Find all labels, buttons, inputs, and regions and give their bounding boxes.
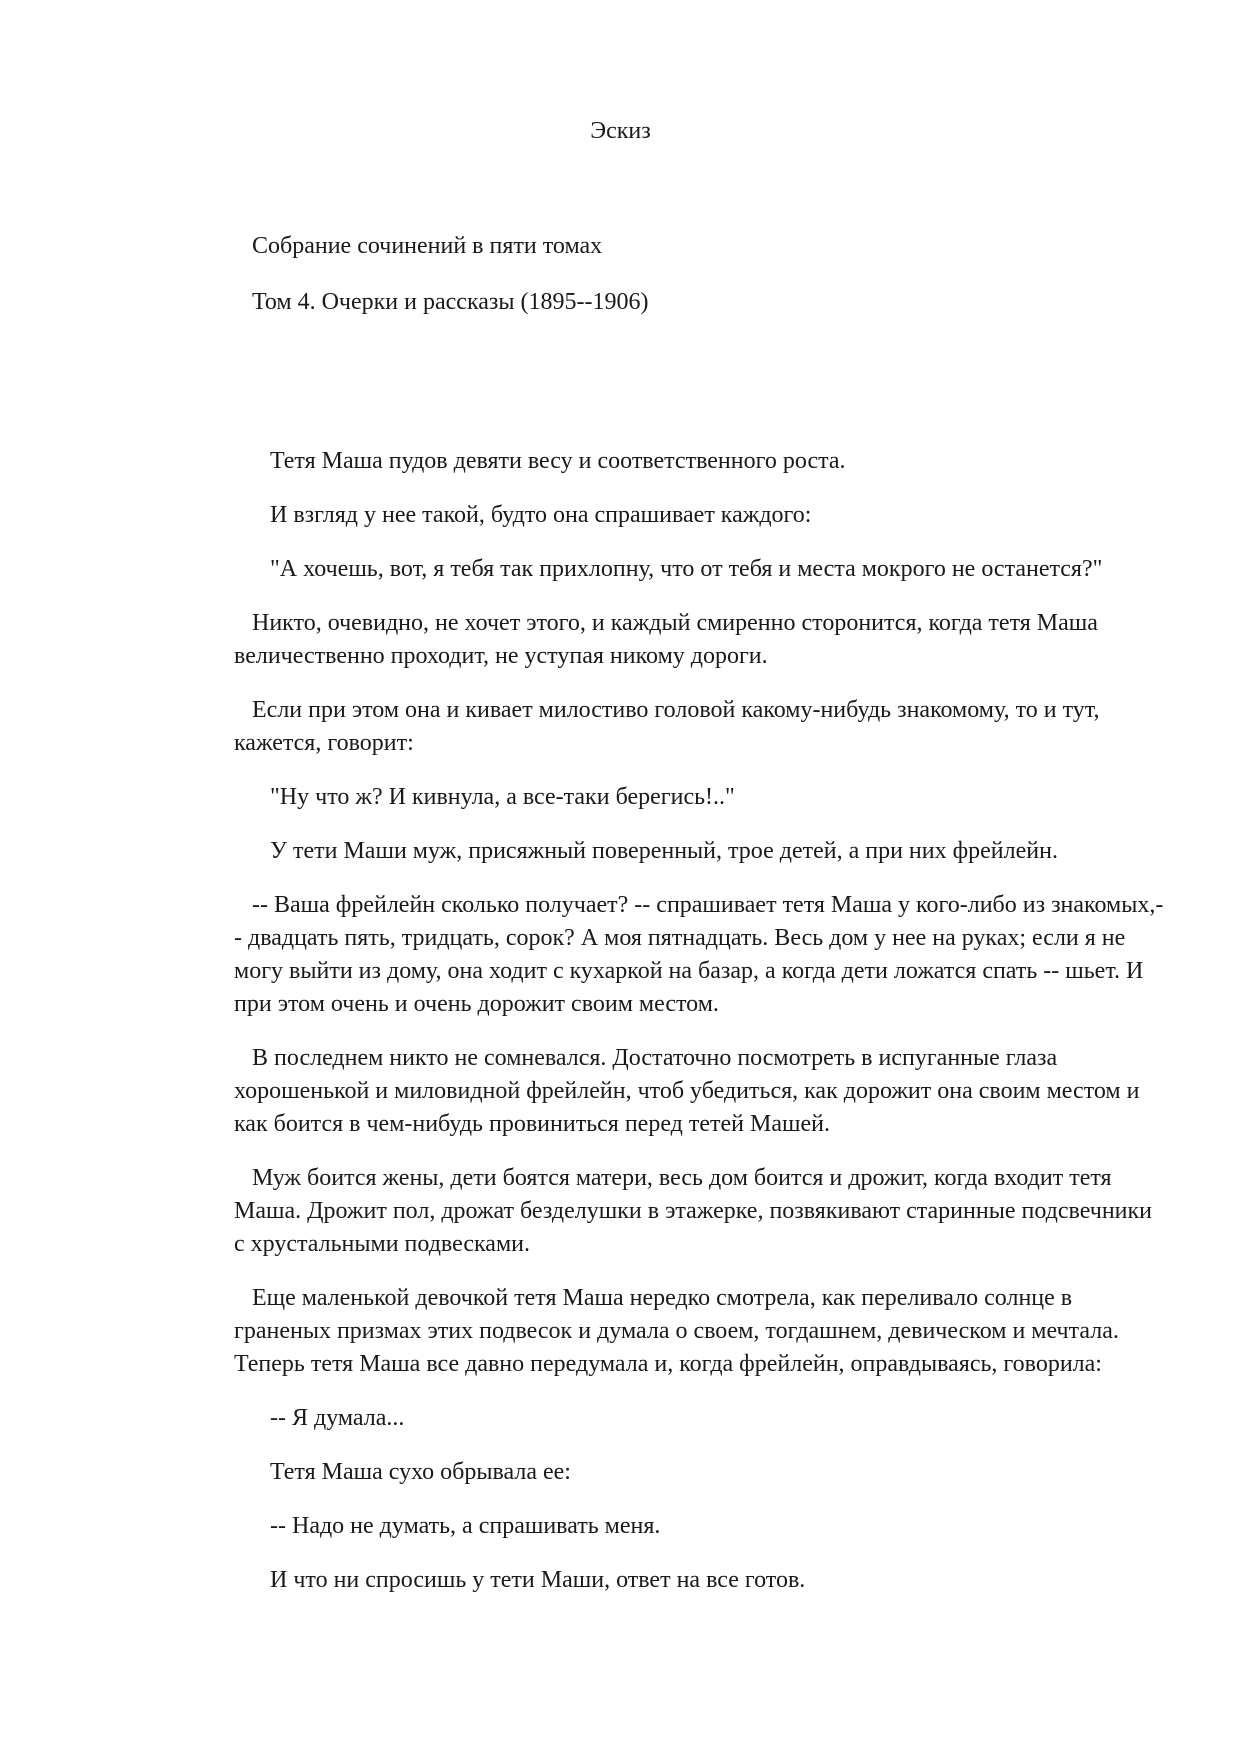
paragraph: Еще маленькой девочкой тетя Маша нередко смотрела, как переливало солнце в граненых призмах этих подвесок и думала о своем, тогдашнем, девическом и мечтала. Теперь тетя Маша все давно передумала и, когда фрейлейн, оправдываясь, говорила:: [234, 1285, 1119, 1377]
paragraph: "А хочешь, вот, я тебя так прихлопну, что от тебя и места мокрого не останется?": [270, 556, 1103, 582]
volume-title: Том 4. Очерки и рассказы (1895--1906): [252, 289, 649, 315]
document-title: Эскиз: [590, 118, 651, 144]
paragraph: Никто, очевидно, не хочет этого, и каждый смиренно сторонится, когда тетя Маша величественно проходит, не уступая никому дороги.: [234, 610, 1098, 669]
paragraph: Тетя Маша пудов девяти весу и соответственного роста.: [270, 448, 846, 474]
paragraph: И взгляд у нее такой, будто она спрашивает каждого:: [270, 502, 812, 528]
paragraph: В последнем никто не сомневался. Достаточно посмотреть в испуганные глаза хорошенькой и миловидной фрейлейн, чтоб убедиться, как дорожит она своим местом и как боится в чем-нибудь провиниться перед тетей Машей.: [234, 1045, 1140, 1137]
paragraph: У тети Маши муж, присяжный поверенный, трое детей, а при них фрейлейн.: [270, 838, 1058, 864]
collection-title: Собрание сочинений в пяти томах: [252, 233, 603, 259]
paragraph: "Ну что ж? И кивнула, а все-таки берегись!..": [270, 784, 735, 810]
paragraph: Муж боится жены, дети боятся матери, весь дом боится и дрожит, когда входит тетя Маша. Дрожит пол, дрожат безделушки в этажерке, позвякивают старинные подсвечники с хрустальными подвесками.: [234, 1165, 1153, 1257]
story-body: [234, 445, 1166, 1618]
paragraph: Тетя Маша сухо обрывала ее:: [270, 1459, 571, 1485]
paragraph: -- Я думала...: [270, 1405, 405, 1431]
paragraph: Если при этом она и кивает милостиво головой какому-нибудь знакомому, то и тут, кажется, говорит:: [234, 697, 1100, 756]
paragraph: И что ни спросишь у тети Маши, ответ на все готов.: [270, 1567, 806, 1593]
paragraph: -- Ваша фрейлейн сколько получает? -- спрашивает тетя Маша у кого-либо из знакомых,-- двадцать пять, тридцать, сорок? А моя пятнадцать. Весь дом у нее на руках; если я не могу выйти из дому, она ходит с кухаркой на базар, а когда дети ложатся спать -- шьет. И при этом очень и очень дорожит своим местом.: [234, 892, 1164, 1017]
paragraph: -- Надо не думать, а спрашивать меня.: [270, 1513, 661, 1539]
